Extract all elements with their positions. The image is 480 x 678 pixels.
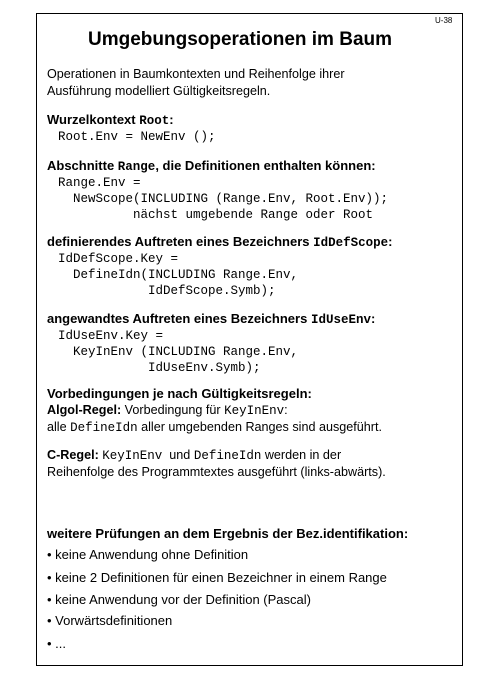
check-item: • keine Anwendung ohne Definition [47,547,249,562]
page-title: Umgebungsoperationen im Baum [87,29,393,50]
def-code-line-1: IdDefScope.Key = [58,252,179,266]
check-item: • ... [47,636,66,651]
check-item: • keine Anwendung vor der Definition (Pascal) [47,592,311,607]
c-rule-label: C-Regel: [47,448,99,462]
check-item: • Vorwärtsdefinitionen [47,613,173,628]
root-code-line: Root.Env = NewEnv (); [58,130,216,144]
pre-heading: Vorbedingungen je nach Gültigkeitsregeln: [47,386,312,401]
range-heading: Abschnitte Range, die Definitionen enthalten können: [47,158,376,174]
algol-rule-line-2: alle DefineIdn aller umgebenden Ranges sind ausgeführt. [47,420,382,435]
range-code-line-3: nächst umgebende Range oder Root [58,208,374,222]
root-heading: Wurzelkontext Root: [47,112,174,128]
def-heading: definierendes Auftreten eines Bezeichners IdDefScope: [47,234,393,250]
def-code-line-2: DefineIdn(INCLUDING Range.Env, [58,268,299,282]
use-code-line-1: IdUseEnv.Key = [58,329,164,343]
def-heading-code: IdDefScope [313,236,389,250]
algol-rule-label: Algol-Regel: [47,403,122,417]
def-code-line-3: IdDefScope.Symb); [58,284,276,298]
use-heading: angewandtes Auftreten eines Bezeichners IdUseEnv: [47,311,376,327]
page-number: U-38 [435,16,453,25]
intro-line-2: Ausführung modelliert Gültigkeitsregeln. [47,84,271,98]
use-code-line-3: IdUseEnv.Symb); [58,361,261,375]
checks-heading: weitere Prüfungen an dem Ergebnis der Bez.identifikation: [47,526,409,541]
c-rule-line-1: C-Regel: KeyInEnv und DefineIdn werden in der [47,448,342,463]
algol-rule-line-1: Algol-Regel: Vorbedingung für KeyInEnv: [47,403,288,418]
range-heading-code: Range [117,160,156,174]
check-item: • keine 2 Definitionen für einen Bezeichner in einem Range [47,570,387,585]
c-rule-line-2: Reihenfolge des Programmtextes ausgeführt (links-abwärts). [47,465,386,479]
use-code-line-2: KeyInEnv (INCLUDING Range.Env, [58,345,299,359]
use-heading-code: IdUseEnv [310,313,371,327]
range-code-line-1: Range.Env = [58,176,141,190]
root-heading-code: Root [139,114,170,128]
intro-line-1: Operationen in Baumkontexten und Reihenfolge ihrer [47,67,345,81]
range-code-line-2: NewScope(INCLUDING (Range.Env, Root.Env)); [58,192,389,206]
